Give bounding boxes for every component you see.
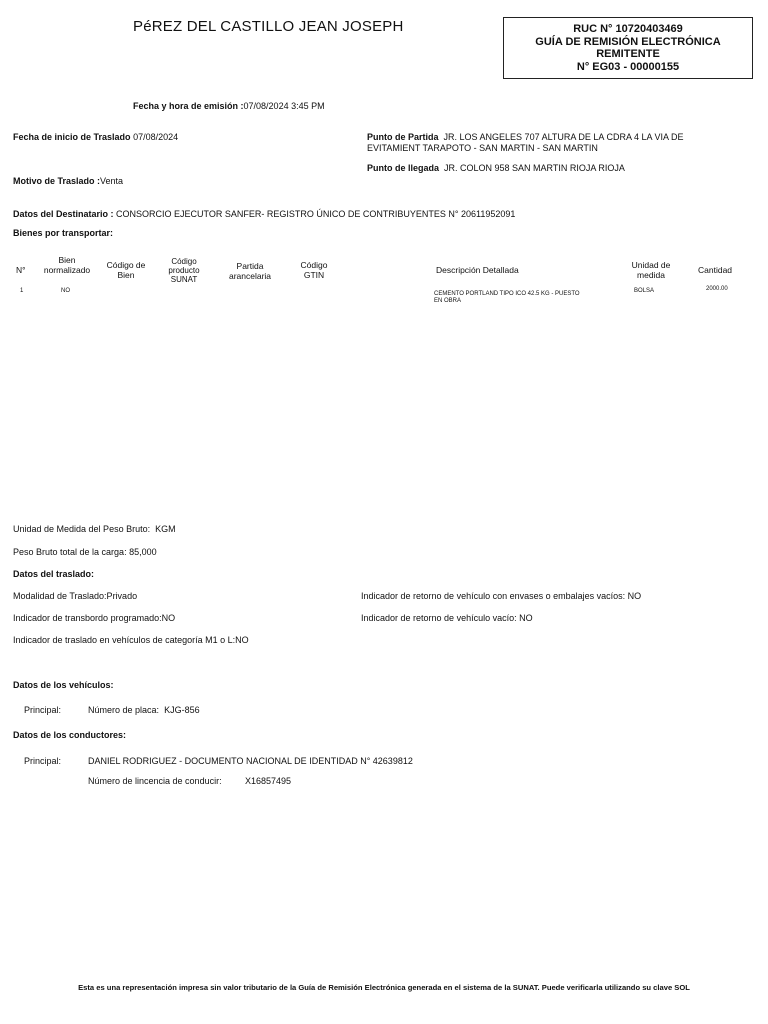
col-header-unit-line1: Unidad de xyxy=(631,260,671,270)
driver-license-label: Número de lincencia de conducir: xyxy=(88,776,222,786)
col-header-quantity: Cantidad xyxy=(698,265,733,275)
vehicle-plate xyxy=(88,705,200,715)
row-description xyxy=(434,291,580,305)
col-header-gtin xyxy=(290,261,338,280)
transfer-start-value: 07/08/2024 xyxy=(133,132,179,142)
row-unit: BOLSA xyxy=(634,288,655,294)
transshipment-indicator: Indicador de transbordo programado:NO xyxy=(13,613,176,623)
col-header-code-line1: Código de xyxy=(106,260,146,270)
row-number: 1 xyxy=(20,288,24,294)
recipient-value: CONSORCIO EJECUTOR SANFER- REGISTRO ÚNICO DE CONTRIBUYENTES N° 20611952091 xyxy=(116,209,516,219)
emission-label: Fecha y hora de emisión : xyxy=(133,101,244,111)
col-header-code xyxy=(100,261,152,280)
ruc-box xyxy=(503,17,753,79)
vehicle-principal-label: Principal: xyxy=(24,705,62,715)
col-header-sunat-code xyxy=(160,257,208,284)
document-number: N° EG03 - 00000155 xyxy=(576,60,680,73)
departure-value-line1: JR. LOS ANGELES 707 ALTURA DE LA CDRA 4 LA VIA DE xyxy=(443,132,684,142)
col-header-code-line2: Bien xyxy=(117,269,135,280)
reason-value: Venta xyxy=(100,176,124,186)
weight-unit-label: Unidad de Medida del Peso Bruto: xyxy=(13,524,151,534)
ruc-number: RUC N° 10720403469 xyxy=(573,23,683,35)
departure-label: Punto de Partida xyxy=(367,132,439,142)
footer-note: Esta es una representación impresa sin valor tributario de la Guía de Remisión Electrónica generada en el sistema de la SUNAT. Puede verificarla utilizando su clave SOL xyxy=(78,983,690,992)
transfer-reason xyxy=(13,176,123,186)
col-header-number: N° xyxy=(16,265,26,275)
row-normalized: NO xyxy=(61,288,70,294)
plate-value: KJG-856 xyxy=(164,705,200,715)
transport-mode: Modalidad de Traslado:Privado xyxy=(13,591,138,601)
col-header-normalized xyxy=(38,256,96,275)
driver-identity: DANIEL RODRIGUEZ - DOCUMENTO NACIONAL DE IDENTIDAD N° 42639812 xyxy=(88,756,413,766)
recipient-label: Datos del Destinatario : xyxy=(13,209,114,219)
col-header-gtin-line2: GTIN xyxy=(303,269,325,280)
document-type-line1: GUÍA DE REMISIÓN ELECTRÓNICA xyxy=(535,35,721,48)
row-description-line1: CEMENTO PORTLAND TIPO ICO 42.5 KG - PUESTO xyxy=(434,291,580,297)
departure-value-line2: EVITAMIENT TARAPOTO - SAN MARTIN - SAN MARTIN xyxy=(367,142,598,153)
document-type-line2: REMITENTE xyxy=(596,48,660,60)
row-quantity: 2000.00 xyxy=(706,286,728,292)
vehicles-title: Datos de los vehículos: xyxy=(13,680,114,690)
gross-weight-unit xyxy=(13,524,176,534)
arrival-label: Punto de llegada xyxy=(367,163,440,173)
col-header-sunat-line2: producto xyxy=(168,266,200,275)
col-header-gtin-line1: Código xyxy=(300,260,328,270)
col-header-normalized-line1: Bien xyxy=(58,255,76,265)
reason-label: Motivo de Traslado : xyxy=(13,176,101,186)
col-header-sunat-line3: SUNAT xyxy=(170,275,198,284)
col-header-tariff xyxy=(222,262,278,281)
col-header-unit xyxy=(624,261,678,280)
goods-title: Bienes por transportar: xyxy=(13,228,114,238)
col-header-sunat-line1: Código xyxy=(171,257,197,266)
driver-license-value: X16857495 xyxy=(245,776,292,786)
transfer-start-date xyxy=(13,132,178,142)
weight-unit-value: KGM xyxy=(155,524,176,534)
transfer-start-label: Fecha de inicio de Traslado xyxy=(13,132,131,142)
transport-title: Datos del traslado: xyxy=(13,569,95,579)
col-header-unit-line2: medida xyxy=(637,269,665,280)
row-description-line2: EN OBRA xyxy=(434,298,462,304)
emission-value: 07/08/2024 3:45 PM xyxy=(243,101,325,111)
col-header-tariff-line1: Partida xyxy=(236,261,264,271)
return-packages-indicator: Indicador de retorno de vehículo con envases o embalajes vacíos: NO xyxy=(361,591,642,601)
gross-weight-total xyxy=(13,547,157,557)
col-header-normalized-line2: normalizado xyxy=(43,264,91,275)
col-header-description: Descripción Detallada xyxy=(436,265,519,275)
company-name: PéREZ DEL CASTILLO JEAN JOSEPH xyxy=(133,18,404,35)
weight-total-label: Peso Bruto total de la carga: xyxy=(13,547,127,557)
plate-label: Número de placa: xyxy=(88,705,160,715)
drivers-title: Datos de los conductores: xyxy=(13,730,127,740)
emission-datetime xyxy=(133,101,325,111)
driver-principal-label: Principal: xyxy=(24,756,62,766)
arrival-value: JR. COLON 958 SAN MARTIN RIOJA RIOJA xyxy=(444,163,625,173)
arrival-point xyxy=(367,163,625,173)
m1-category-indicator: Indicador de traslado en vehículos de categoría M1 o L:NO xyxy=(13,635,249,645)
weight-total-value: 85,000 xyxy=(129,547,157,557)
col-header-tariff-line2: arancelaria xyxy=(228,270,272,281)
departure-point xyxy=(367,132,747,153)
return-empty-indicator: Indicador de retorno de vehículo vacío: NO xyxy=(361,613,533,623)
recipient xyxy=(13,209,515,219)
